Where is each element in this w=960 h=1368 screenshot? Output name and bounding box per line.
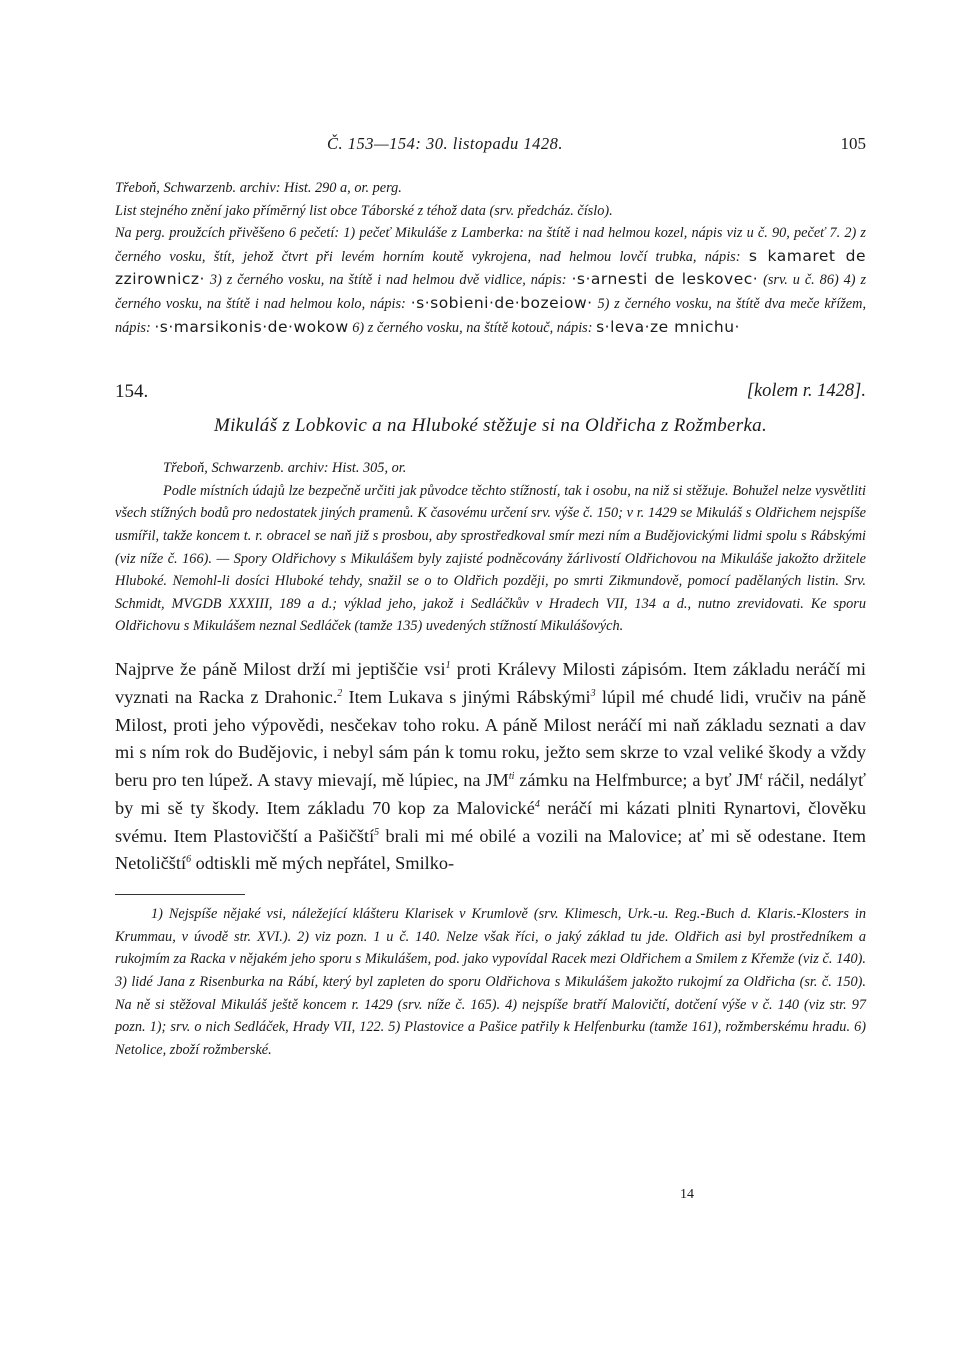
page-number: 105 (840, 134, 866, 153)
signature-mark: 14 (680, 1187, 694, 1202)
footnotes: 1) Nejspíše nějaké vsi, náležející klášteru Klarisek v Krumlově (srv. Klimesch, Urk.-u. Reg.-Buch d. Klaris.-Klosters in Krummau, v úvodě str. XVI.). 2) viz pozn. 1 u č. 140. Nelze však říci, o jaký základ tu jde. Oldřich asi byl prostředníkem a rukojmím za Racka v nějakém jeho sporu s Mikulášem, pod. jako vypovídal Racek mezi Oldřichem a Smilem z Křemže (viz č. 140). 3) lidé Jana z Risenburka na Rábí, který byl zapleten do sporu Oldřichova s Mikulášem jakožto rukojmí za Oldřicha (sr. č. 150). Na ně si stěžoval Mikuláš ještě koncem r. 1429 (srv. níže č. 165). 4) nejspíše bratří Malovičtí, dotčení výše v č. 140 (viz str. 97 pozn. 1); srv. o nich Sedláček, Hrady VII, 122. 5) Plastovice a Pašice patřily k Helfenburku (tamže 161), rožmberskému hradu. 6) Netolice, zboží rožmberské. (115, 906, 866, 1058)
entry-heading (115, 375, 866, 415)
text-part: ráčil, nedályť by mi sě ty škody. Item základu 70 kop za Malovické (115, 770, 866, 818)
page (115, 128, 866, 1061)
seal-inscription: ·s·sobieni·de·bozeiow· (410, 293, 593, 312)
text-part: lúpil mé chudé lidi, vručiv na páně Milost, proti jeho výpovědi, nesčekav toho roku. A páně Milost neráčí mi naň základu seznati a dav mi s ním rok do Budějovic, i nebyl sám pán k tomu roku, ježto sem skrze to vzal veliké škody a vždy beru pro ten lúpež. A stavy mievají, mě lúpiec, na JM (115, 686, 866, 791)
text-part: brali mi mé obilé a vozili na Malovice; ať mi sě odestane. Item Netoličští (115, 825, 866, 874)
seal-description (115, 222, 866, 339)
footnote-ref: 4 (534, 798, 540, 810)
text-part: Item Lukava s jinými Rábskými (342, 686, 591, 707)
document-text (115, 656, 866, 878)
footnote-ref: 5 (374, 826, 380, 838)
footnote-rule (115, 894, 245, 895)
superscript: t (759, 771, 763, 783)
previous-entry-note: List stejného znění jako přímĕrný list obce Táborské z téhož data (srv. předcház. číslo). (115, 202, 613, 219)
previous-entry-source: Třeboň, Schwarzenb. archiv: Hist. 290 a, or. perg. (115, 180, 402, 196)
seals-text-c: (srv. u č. 86) 4) z černého vosku, na štítě i nad helmou kolo, nápis: (115, 272, 867, 312)
footnote-ref: 6 (186, 854, 192, 866)
seals-text-d: 5) z černého vosku, na štítě dva meče křížem, nápis: (115, 295, 867, 336)
seal-inscription: s·leva·ze mnichu· (596, 317, 740, 336)
seal-inscription: ·s·arnesti de leskovec· (571, 270, 759, 289)
running-header (115, 128, 866, 156)
entry-source: Třeboň, Schwarzenb. archiv: Hist. 305, or. (163, 460, 407, 477)
seal-inscription: ·s·marsikonis·de·wokow (154, 317, 349, 336)
text-part: proti Králevy Milosti zápisóm. Item základu neráčí mi vyznati na Racka z Drahonic. (115, 658, 866, 707)
footnote-ref: 2 (337, 687, 343, 699)
running-title: Č. 153—154: 30. listopadu 1428. (327, 134, 563, 153)
seals-text-b: 3) z černého vosku, na štítě i nad helmou dvě vidlice, nápis: (209, 272, 567, 289)
text-part: zámku na Helfmburce; a byť JM (514, 770, 760, 791)
entry-commentary: Podle místních údajů lze bezpečně určiti jak původce těchto stížností, tak i osobu, na niž si stěžuje. Bohužel nelze vysvětliti všech stížných bodů pro nedostatek jiných pramenů. K časovému určení srv. výše č. 150; v r. 1429 se Mikuláš s Oldřichem nejspíše usmířil, takže koncem t. r. obracel se naň již s prosbou, aby sprostředkoval smír mezi ním a Budějovickými lidmi spolu s Rábskými (viz níže č. 166). — Spory Oldřichovy s Mikulášem byly zajisté podněcovány žárlivostí Oldřichovou na Mikuláše jakožto držitele Hluboké. Nemohl-li dosíci Hluboké tehdy, snažil se o to Oldřich později, po smrti Zikmundově, pomocí padělaných listin. Srv. Schmidt, MVGDB XXXIII, 189 a d.; výklad jeho, jakož i Sedláčkův v Hradech VII, 134 a d., nutno zrevidovati. Ke sporu Oldřichovu s Mikulášem neznal Sedláček (tamže 135) uvedených stížností Mikulášových. (115, 482, 866, 635)
seal-inscription: s kamaret de zzirownicz· (115, 246, 867, 289)
superscript: ti (508, 771, 515, 783)
seals-text-e: 6) z černého vosku, na štítě kotouč, nápis: (352, 319, 593, 336)
seals-text-a: Na perg. proužcích přivěšeno 6 pečetí: 1) pečeť Mikuláše z Lamberka: na štítě i nad helmou kozel, nápis viz u č. 90, pečeť 7. 2) z černého vosku, štít, jehož čtvrt při levém horním koutě vykrojena, nad helmou lovčí trubka, nápis: (115, 225, 866, 265)
entry-regest: Mikuláš z Lobkovic a na Hluboké stěžuje si na Oldřicha z Rožmberka. (213, 415, 768, 437)
footnote-ref: 1 (445, 659, 451, 671)
footnote-ref: 3 (590, 687, 596, 699)
text-part: neráčí mi kázati plniti Rynartovi, člověku svému. Item Plastovičští a Pašičští (115, 797, 867, 846)
text-part: Najprve že páně Milost drží mi jeptiščie vsi (115, 658, 446, 679)
entry-date: [kolem r. 1428]. (746, 381, 866, 402)
entry-number: 154. (115, 381, 149, 403)
text-part: odtiskli mě mých nepřátel, Smilko- (191, 853, 455, 874)
